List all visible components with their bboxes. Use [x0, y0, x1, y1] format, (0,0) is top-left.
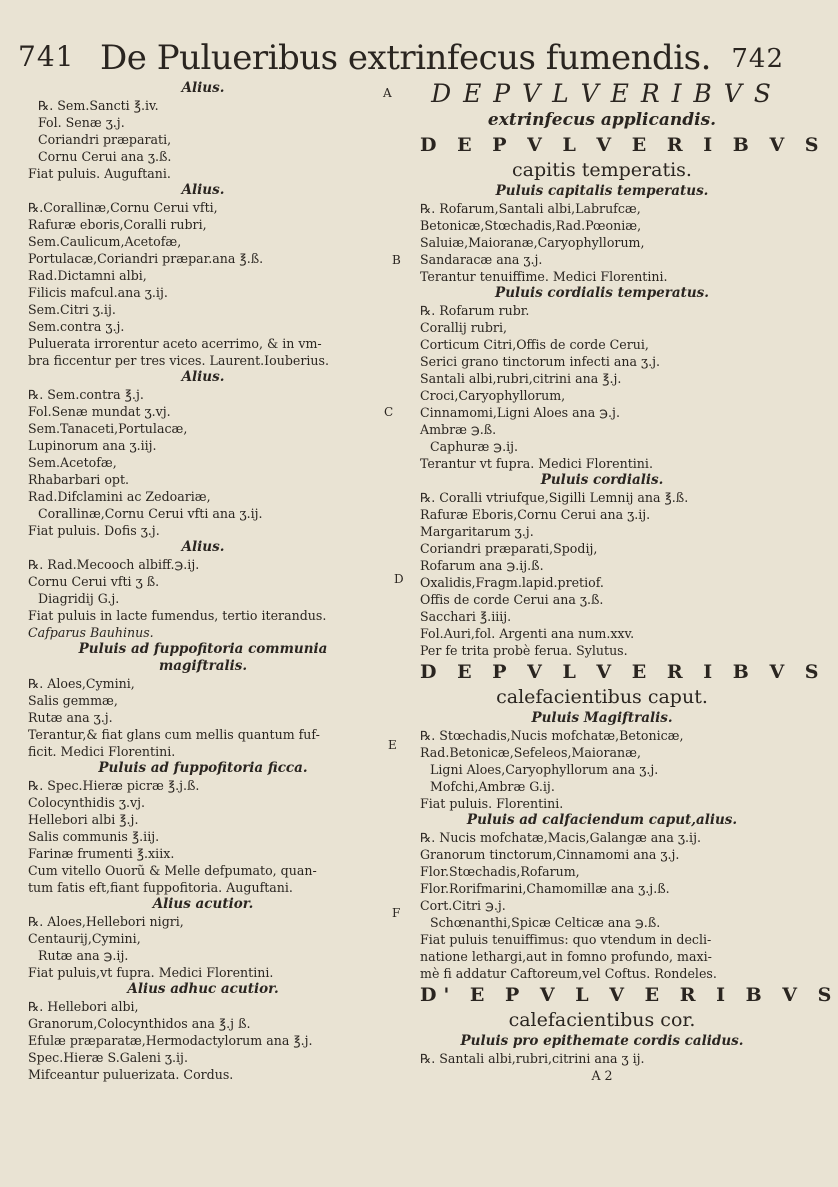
right-column-line: A 2: [591, 1068, 613, 1083]
right-column-line: Flor.Rorifmarini,Chamomillæ ana ʒ.j.ß.: [420, 881, 670, 896]
left-column-line: Salis communis ℥.iij.: [28, 829, 160, 844]
left-column-line: bra ficcentur per tres vices. Laurent.Iouberius.: [28, 353, 329, 368]
section-marker: D: [394, 572, 404, 586]
right-column-line: calefacientibus cor.: [508, 1009, 696, 1031]
left-column-line: Coriandri præparati,: [38, 132, 172, 147]
left-column-line: magiftralis.: [158, 658, 248, 674]
left-column-line: Granorum,Colocynthidos ana ℥.j ß.: [28, 1016, 251, 1031]
page-number-left: 741: [18, 40, 75, 73]
left-column-line: Efulæ præparatæ,Hermodactylorum ana ℥.j.: [28, 1033, 313, 1048]
section-marker: A: [383, 86, 392, 100]
right-column-line: Santali albi,rubri,citrini ana ℥.j.: [420, 371, 622, 386]
section-marker: B: [392, 253, 401, 267]
left-column-line: Centaurij,Cymini,: [28, 931, 141, 946]
left-column-line: Cafparus Bauhinus.: [28, 625, 154, 640]
left-column-line: Fiat puluis. Dofis ʒ.j.: [28, 523, 160, 538]
right-column-line: Schœnanthi,Spicæ Celticæ ana ℈.ß.: [430, 915, 661, 930]
page-number-right: 742: [731, 44, 784, 74]
left-column-line: Fiat puluis. Auguftani.: [28, 166, 171, 181]
left-column-line: Terantur,& fiat glans cum mellis quantum fuf-: [28, 727, 320, 742]
right-column-line: Terantur vt fupra. Medici Florentini.: [420, 456, 653, 471]
left-column-line: Salis gemmæ,: [28, 693, 118, 708]
right-column-line: Puluis cordialis.: [540, 472, 664, 488]
right-column-line: Oxalidis,Fragm.lapid.pretiof.: [420, 575, 604, 590]
left-column-line: Corallinæ,Cornu Cerui vfti ana ʒ.ij.: [38, 506, 263, 521]
left-column-line: Alius acutior.: [152, 896, 254, 912]
left-column-line: Filicis mafcul.ana ʒ.ij.: [28, 285, 168, 300]
right-column-line: Caphuræ ℈.ij.: [430, 439, 519, 454]
left-column-line: Rutæ ana ʒ.j.: [28, 710, 113, 725]
right-column-line: extrinfecus applicandis.: [487, 110, 717, 130]
left-column-line: ℞.Corallinæ,Cornu Cerui vfti,: [28, 200, 218, 215]
left-column-line: Fiat puluis in lacte fumendus, tertio iterandus.: [28, 608, 327, 623]
left-column-line: Alius.: [181, 539, 225, 555]
left-column-line: Colocynthidis ʒ.vj.: [28, 795, 145, 810]
left-column-line: Cornu Cerui ana ʒ.ß.: [38, 149, 172, 164]
right-column-line: natione lethargi,aut in fomno profundo, maxi-: [420, 949, 712, 964]
left-column-line: Portulacæ,Coriandri præpar.ana ℥.ß.: [28, 251, 264, 266]
left-column-line: Alius.: [181, 80, 225, 96]
section-marker: C: [384, 405, 394, 419]
left-column-line: Farinæ frumenti ℥.xiix.: [28, 846, 175, 861]
right-column-line: Puluis capitalis temperatus.: [495, 183, 709, 199]
left-column-line: Sem.contra ʒ.j.: [28, 319, 125, 334]
right-column-line: D' E P V L V E R I B V S: [420, 984, 838, 1006]
right-column-line: Cinnamomi,Ligni Aloes ana ℈.j.: [420, 405, 620, 420]
left-column-line: Rhabarbari opt.: [28, 472, 130, 487]
right-column-line: Puluis cordialis temperatus.: [495, 285, 709, 301]
right-column-line: Fiat puluis. Florentini.: [420, 796, 564, 811]
right-column-line: Coriandri præparati,Spodij,: [420, 541, 598, 556]
right-column-line: Margaritarum ʒ.j.: [420, 524, 534, 539]
left-column-line: ℞. Aloes,Cymini,: [28, 676, 135, 691]
right-column-line: D E P V L V E R I B V S: [420, 134, 826, 156]
left-column-line: Sem.Caulicum,Acetofæ,: [28, 234, 182, 249]
left-column-line: ℞. Spec.Hieræ picræ ℥.j.ß.: [28, 778, 200, 793]
left-column-line: Puluis ad fuppofitoria communia: [78, 641, 328, 657]
left-column-line: Sem.Tanaceti,Portulacæ,: [28, 421, 188, 436]
right-column-line: Serici grano tinctorum infecti ana ʒ.j.: [420, 354, 661, 369]
right-column-line: Rafuræ Eboris,Cornu Cerui ana ʒ.ij.: [420, 507, 651, 522]
right-column-line: ℞. Coralli vtriufque,Sigilli Lemnij ana ℥.ß.: [420, 490, 689, 505]
left-column-line: Puluis ad fuppofitoria ficca.: [98, 760, 308, 776]
right-column-line: ℞. Nucis mofchatæ,Macis,Galangæ ana ʒ.ij.: [420, 830, 701, 845]
left-column-line: Alius adhuc acutior.: [127, 981, 279, 997]
right-column-line: Rofarum ana ℈.ij.ß.: [420, 558, 544, 573]
right-column-line: Saluiæ,Maioranæ,Caryophyllorum,: [420, 235, 645, 250]
page-header: [0, 0, 800, 80]
left-column-line: Rafuræ eboris,Coralli rubri,: [28, 217, 207, 232]
left-column-line: Cornu Cerui vfti ʒ ß.: [28, 574, 160, 589]
right-column-line: Mofchi,Ambræ G.ij.: [430, 779, 555, 794]
right-column-line: Puluis pro epithemate cordis calidus.: [460, 1033, 744, 1049]
right-column-line: Croci,Caryophyllorum,: [420, 388, 566, 403]
right-column-line: Corallij rubri,: [420, 320, 507, 335]
right-column-line: D E P V L V E R I B V S: [431, 79, 773, 108]
left-column-line: ℞. Hellebori albi,: [28, 999, 139, 1014]
right-column-line: Sandaracæ ana ʒ.j.: [420, 252, 543, 267]
right-column-line: Puluis ad calfaciendum caput,alius.: [466, 812, 738, 828]
right-column-line: mè fi addatur Caftoreum,vel Coftus. Rondeles.: [420, 966, 717, 981]
right-column-line: Fol.Auri,fol. Argenti ana num.xxv.: [420, 626, 635, 641]
right-column-line: Corticum Citri,Offis de corde Cerui,: [420, 337, 649, 352]
right-column-line: Ligni Aloes,Caryophyllorum ana ʒ.j.: [430, 762, 659, 777]
section-marker: E: [388, 738, 397, 752]
right-column-line: capitis temperatis.: [512, 159, 692, 181]
left-column-line: Fol.Senæ mundat ʒ.vj.: [28, 404, 171, 419]
left-column-line: ℞. Sem.Sancti ℥.iv.: [38, 98, 159, 113]
left-column-line: Sem.Citri ʒ.ij.: [28, 302, 116, 317]
left-column-line: Alius.: [181, 182, 225, 198]
left-column-line: Fol. Senæ ʒ.j.: [38, 115, 125, 130]
left-column-line: Rad.Difclamini ac Zedoariæ,: [28, 489, 211, 504]
right-column-line: Terantur tenuiffime. Medici Florentini.: [420, 269, 668, 284]
left-column-line: Sem.Acetofæ,: [28, 455, 117, 470]
left-column-line: Alius.: [181, 369, 225, 385]
right-column-line: Offis de corde Cerui ana ʒ.ß.: [420, 592, 604, 607]
right-column-line: Ambræ ℈.ß.: [420, 422, 497, 437]
right-column-line: Sacchari ℥.iiij.: [420, 609, 512, 624]
right-column-line: Per fe trita probè ferua. Sylutus.: [420, 643, 628, 658]
right-column-line: calefacientibus caput.: [496, 686, 708, 708]
right-column-line: ℞. Stœchadis,Nucis mofchatæ,Betonicæ,: [420, 728, 684, 743]
right-column: [420, 79, 838, 1084]
right-column-line: Flor.Stœchadis,Rofarum,: [420, 864, 580, 879]
left-column-line: Cum vitello Ouorũ & Melle defpumato, quan-: [28, 863, 317, 878]
left-column-line: Rutæ ana ℈.ij.: [38, 948, 129, 963]
left-column-line: Fiat puluis,vt fupra. Medici Florentini.: [28, 965, 274, 980]
left-column-line: ficit. Medici Florentini.: [28, 744, 176, 759]
right-column-line: D E P V L V E R I B V S: [420, 661, 826, 683]
left-column-line: Puluerata irrorentur aceto acerrimo, & in vm-: [28, 336, 322, 351]
right-column-line: ℞. Santali albi,rubri,citrini ana ʒ ij.: [420, 1051, 645, 1066]
left-column-line: ℞. Aloes,Hellebori nigri,: [28, 914, 184, 929]
right-column-line: ℞. Rofarum rubr.: [420, 303, 530, 318]
left-column-line: Diagridij G.j.: [38, 591, 120, 606]
left-column-line: ℞. Sem.contra ℥.j.: [28, 387, 144, 402]
right-column-line: Fiat puluis tenuiffimus: quo vtendum in decli-: [420, 932, 712, 947]
left-column-line: Spec.Hieræ S.Galeni ʒ.ij.: [28, 1050, 188, 1065]
left-column: [28, 80, 378, 1083]
right-column-line: Cort.Citri ℈.j.: [420, 898, 506, 913]
section-marker: F: [392, 906, 401, 920]
running-title: De Pulueribus extrinfecus fumendis.: [100, 38, 711, 78]
left-column-line: Rad.Dictamni albi,: [28, 268, 147, 283]
right-column-line: Puluis Magiftralis.: [531, 710, 673, 726]
left-column-line: Lupinorum ana ʒ.iij.: [28, 438, 157, 453]
right-column-line: Granorum tinctorum,Cinnamomi ana ʒ.j.: [420, 847, 680, 862]
right-column-line: Betonicæ,Stœchadis,Rad.Pœoniæ,: [420, 218, 642, 233]
right-column-line: ℞. Rofarum,Santali albi,Labrufcæ,: [420, 201, 641, 216]
left-column-line: ℞. Rad.Mecooch albiff.℈.ij.: [28, 557, 200, 572]
right-column-line: Rad.Betonicæ,Sefeleos,Maioranæ,: [420, 745, 641, 760]
left-column-line: Hellebori albi ℥.j.: [28, 812, 139, 827]
left-column-line: tum fatis eft,fiant fuppofitoria. Auguftani.: [28, 880, 293, 895]
left-column-line: Mifceantur puluerizata. Cordus.: [28, 1067, 234, 1082]
